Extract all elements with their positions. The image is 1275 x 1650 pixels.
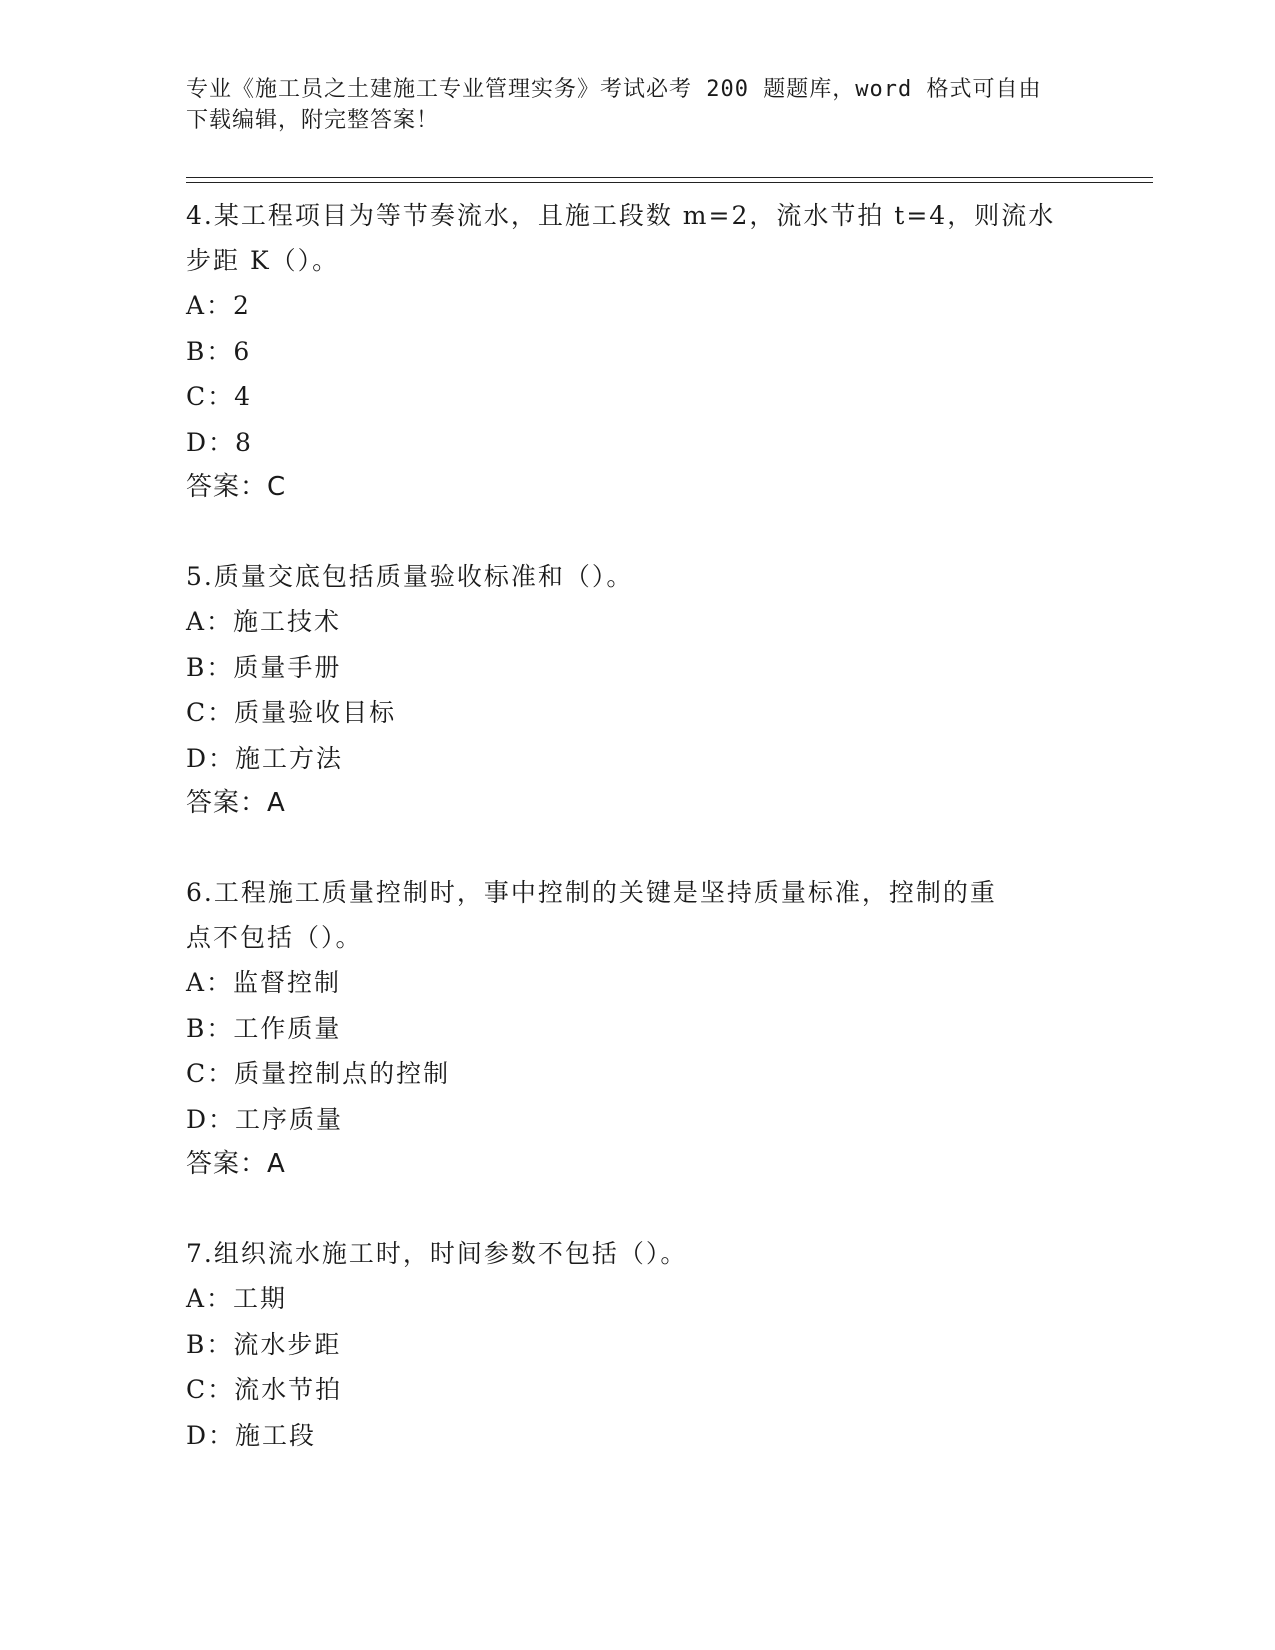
option-b: B：工作质量: [186, 1013, 342, 1043]
header-intro-line-2: 下载编辑，附完整答案！: [186, 108, 440, 133]
option-b: B：质量手册: [186, 652, 342, 682]
question-5: [186, 554, 1086, 826]
option-c: C：质量控制点的控制: [186, 1059, 451, 1088]
option-b: B：6: [186, 336, 252, 366]
option-b: B：流水步距: [186, 1329, 342, 1359]
answer-line: 答案：A: [186, 1149, 286, 1179]
question-stem-line: 5.质量交底包括质量验收标准和（）。: [186, 562, 634, 591]
question-4: [186, 193, 1086, 510]
question-stem-line: 步距 K（）。: [186, 246, 340, 275]
option-d: D：施工方法: [186, 743, 344, 773]
option-a: A：工期: [186, 1284, 288, 1313]
option-a: A：施工技术: [186, 607, 342, 636]
header-divider-bottom: [186, 182, 1153, 183]
question-stem-line: 7.组织流水施工时，时间参数不包括（）。: [186, 1239, 688, 1268]
option-c: C：质量验收目标: [186, 698, 397, 727]
answer-line: 答案：A: [186, 788, 286, 818]
question-stem-line: 6.工程施工质量控制时，事中控制的关键是坚持质量标准，控制的重: [186, 878, 997, 907]
option-c: C：4: [186, 382, 253, 411]
question-list: [186, 193, 1086, 1458]
document-header: [186, 74, 1066, 136]
option-a: A：2: [186, 291, 251, 320]
header-divider-top: [186, 177, 1153, 178]
option-d: D：施工段: [186, 1420, 317, 1450]
option-a: A：监督控制: [186, 968, 342, 997]
header-intro-line-1: 专业《施工员之土建施工专业管理实务》考试必考 200 题题库，word 格式可自由: [186, 77, 1042, 102]
question-6: [186, 870, 1086, 1187]
option-c: C：流水节拍: [186, 1375, 343, 1404]
option-d: D：8: [186, 427, 253, 457]
answer-line: 答案：C: [186, 472, 287, 502]
question-7: [186, 1231, 1086, 1458]
option-d: D：工序质量: [186, 1104, 344, 1134]
question-stem-line: 4.某工程项目为等节奏流水，且施工段数 m=2，流水节拍 t=4，则流水: [186, 201, 1056, 230]
question-stem-line: 点不包括（）。: [186, 923, 363, 952]
